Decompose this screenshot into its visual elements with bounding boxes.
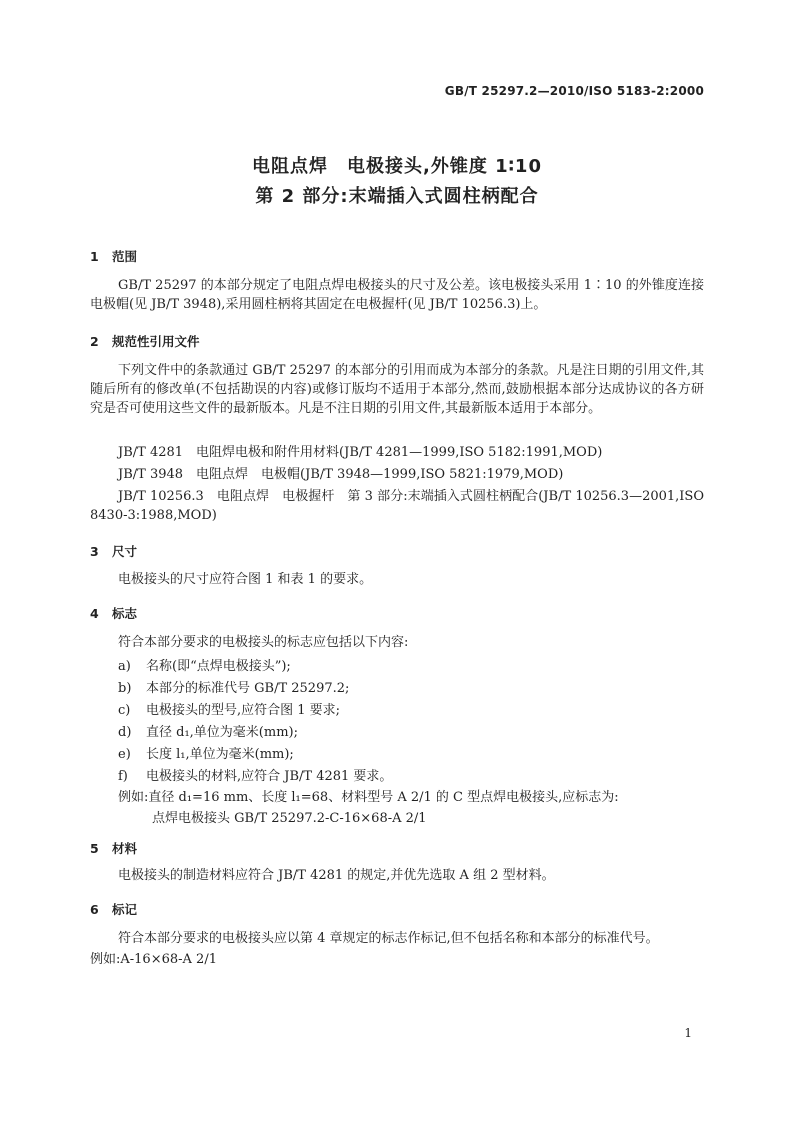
document-title-line2: 第 2 部分:末端插入式圆柱柄配合 bbox=[255, 186, 539, 207]
list-item bbox=[118, 677, 349, 696]
section-title: 规范性引用文件 bbox=[112, 334, 200, 349]
list-label: f) bbox=[118, 769, 128, 784]
reference-2: JB/T 3948 电阻点焊 电极帽(JB/T 3948—1999,ISO 5821:1979,MOD) bbox=[118, 467, 564, 482]
section-1-heading bbox=[90, 247, 137, 265]
section-6-heading bbox=[90, 900, 137, 918]
section-6-example: 例如:A-16×68-A 2/1 bbox=[90, 952, 217, 967]
section-5-text: 电极接头的制造材料应符合 JB/T 4281 的规定,并优先选取 A 组 2 型材料。 bbox=[118, 868, 555, 883]
section-title: 标记 bbox=[112, 902, 138, 917]
section-4-intro: 符合本部分要求的电极接头的标志应包括以下内容: bbox=[118, 635, 409, 650]
list-item bbox=[118, 721, 298, 740]
section-3-text: 电极接头的尺寸应符合图 1 和表 1 的要求。 bbox=[118, 572, 373, 587]
section-number: 5 bbox=[90, 841, 99, 856]
list-text: 长度 l₁,单位为毫米(mm); bbox=[146, 747, 294, 762]
list-text: 名称(即“点焊电极接头”); bbox=[146, 659, 291, 674]
section-title: 材料 bbox=[112, 841, 138, 856]
list-text: 直径 d₁,单位为毫米(mm); bbox=[146, 725, 298, 740]
marking-example-code: 点焊电极接头 GB/T 25297.2-C-16×68-A 2/1 bbox=[152, 811, 427, 826]
section-number: 3 bbox=[90, 544, 99, 559]
list-text: 本部分的标准代号 GB/T 25297.2; bbox=[146, 681, 350, 696]
list-item bbox=[118, 765, 392, 784]
section-1-text: GB/T 25297 的本部分规定了电阻点焊电极接头的尺寸及公差。该电极接头采用 1∶10 的外锥度连接电极帽(见 JB/T 3948),采用圆柱柄将其固定在电极握杆(见 JB/T 10256.3)上。 bbox=[90, 278, 704, 312]
section-2-text: 下列文件中的条款通过 GB/T 25297 的本部分的引用而成为本部分的条款。凡是注日期的引用文件,其随后所有的修改单(不包括勘误的内容)或修订版均不适用于本部分,然而,鼓励根据本部分达成协议的各方研究是否可使用这些文件的最新版本。凡是不注日期的引用文件,其最新版本适用于本部分。 bbox=[90, 363, 704, 416]
list-label: e) bbox=[118, 747, 131, 762]
reference-3: JB/T 10256.3 电阻点焊 电极握杆 第 3 部分:末端插入式圆柱柄配合(JB/T 10256.3—2001,ISO 8430-3:1988,MOD) bbox=[90, 489, 704, 523]
list-label: a) bbox=[118, 659, 131, 674]
section-number: 1 bbox=[90, 249, 99, 264]
list-label: d) bbox=[118, 725, 132, 740]
list-text: 电极接头的材料,应符合 JB/T 4281 要求。 bbox=[146, 769, 393, 784]
section-5-heading bbox=[90, 839, 137, 857]
section-number: 2 bbox=[90, 334, 99, 349]
list-item bbox=[118, 655, 291, 674]
reference-1: JB/T 4281 电阻焊电极和附件用材料(JB/T 4281—1999,ISO 5182:1991,MOD) bbox=[118, 445, 603, 460]
section-title: 范围 bbox=[112, 249, 138, 264]
document-title-line1: 电阻点焊 电极接头,外锥度 1∶10 bbox=[252, 156, 542, 177]
list-item bbox=[118, 743, 294, 762]
section-title: 标志 bbox=[112, 606, 138, 621]
list-text: 电极接头的型号,应符合图 1 要求; bbox=[146, 703, 341, 718]
section-3-heading bbox=[90, 542, 137, 560]
list-label: c) bbox=[118, 703, 131, 718]
section-title: 尺寸 bbox=[112, 544, 138, 559]
section-6-text: 符合本部分要求的电极接头应以第 4 章规定的标志作标记,但不包括名称和本部分的标准代号。 bbox=[118, 931, 659, 946]
section-4-heading bbox=[90, 604, 137, 622]
section-number: 4 bbox=[90, 606, 99, 621]
list-label: b) bbox=[118, 681, 132, 696]
marking-example: 例如:直径 d₁=16 mm、长度 l₁=68、材料型号 A 2/1 的 C 型点焊电极接头,应标志为: bbox=[118, 790, 619, 805]
standard-code-header: GB/T 25297.2—2010/ISO 5183-2:2000 bbox=[444, 84, 704, 98]
list-item bbox=[118, 699, 340, 718]
section-2-heading bbox=[90, 332, 200, 350]
page-number: 1 bbox=[684, 1026, 692, 1040]
section-number: 6 bbox=[90, 902, 99, 917]
